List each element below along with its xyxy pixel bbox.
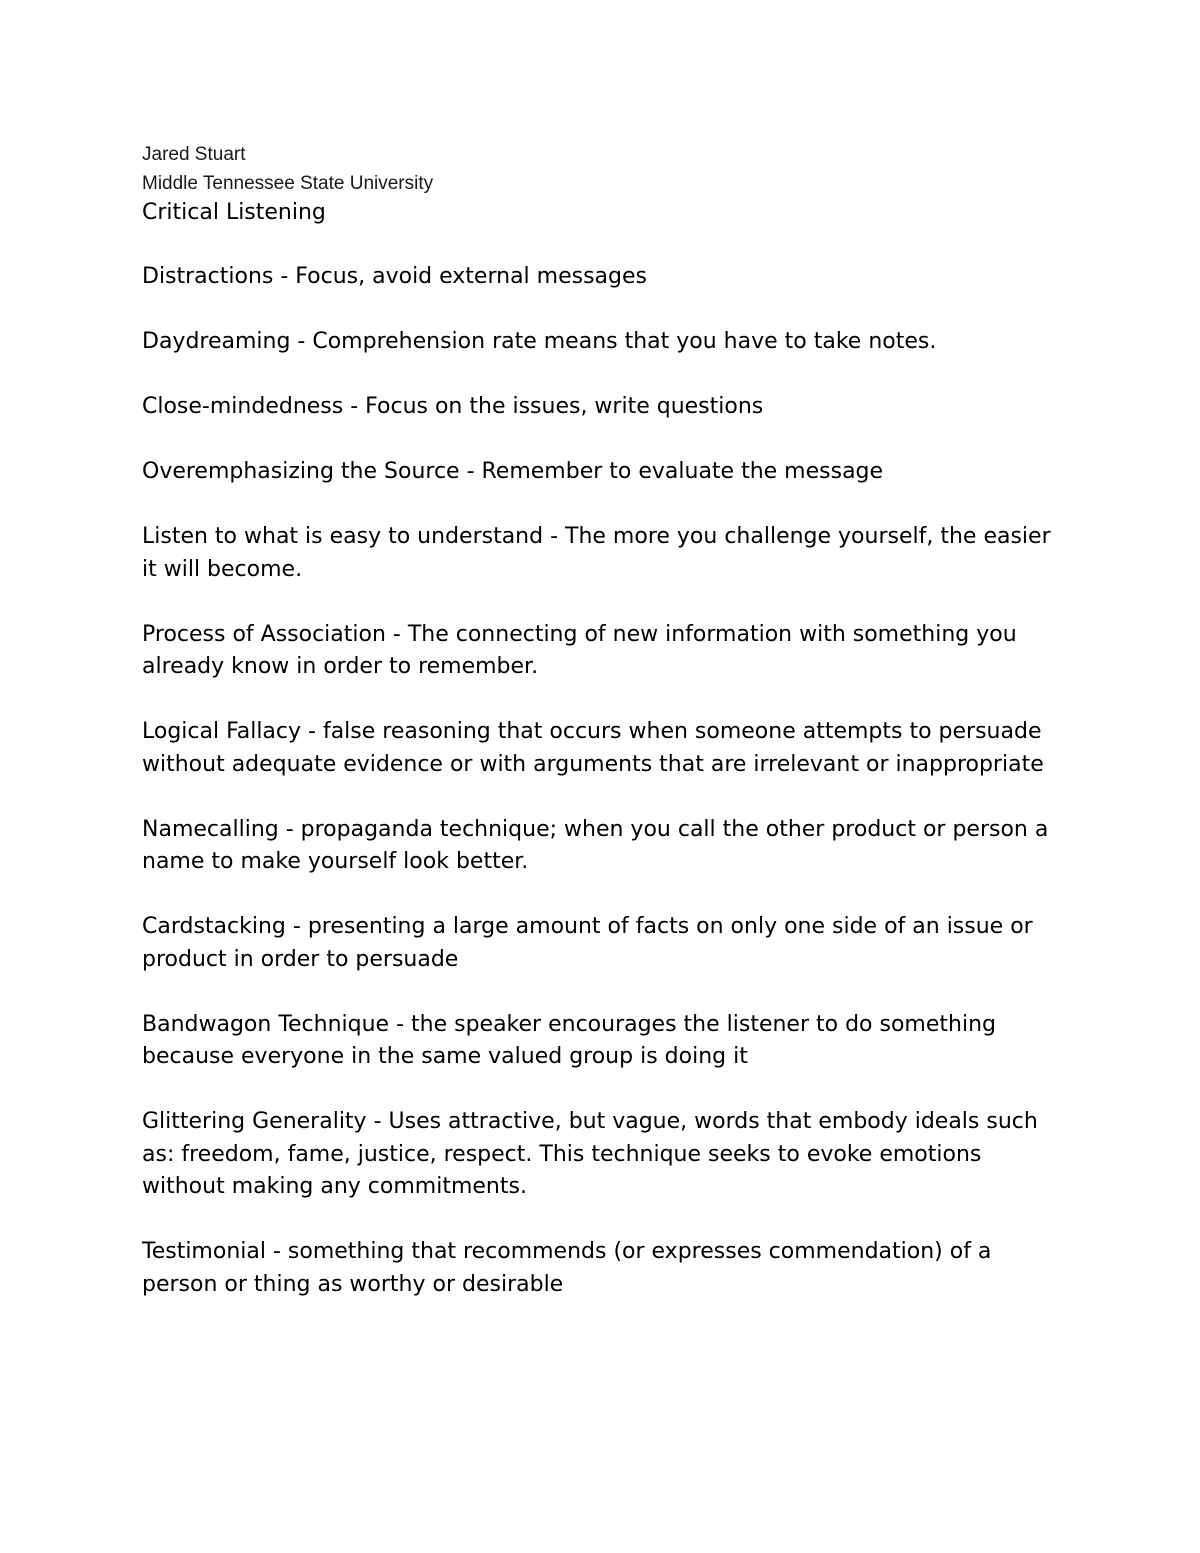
institution-name: Middle Tennessee State University [142, 173, 434, 194]
term-entry-glittering-generality: Glittering Generality - Uses attractive, but vague, words that embody ideals such as: freedom, fame, justice, respect. This technique seeks to evoke emotions without making any commitments. [142, 1109, 1038, 1199]
term-entry-logical-fallacy: Logical Fallacy - false reasoning that occurs when someone attempts to persuade without adequate evidence or with arguments that are irrelevant or inappropriate [142, 719, 1044, 777]
document-title: Critical Listening [142, 200, 326, 225]
term-entry-namecalling: Namecalling - propaganda technique; when you call the other product or person a name to make yourself look better. [142, 816, 1049, 874]
term-entry-bandwagon: Bandwagon Technique - the speaker encourages the listener to do something because everyone in the same valued group is doing it [142, 1011, 996, 1069]
author-name: Jared Stuart [142, 144, 246, 165]
term-entry-overemphasizing-source: Overemphasizing the Source - Remember to evaluate the message [142, 459, 884, 484]
term-entry-process-of-association: Process of Association - The connecting of new information with something you already know in order to remember. [142, 621, 1017, 679]
term-entry-close-mindedness: Close-mindedness - Focus on the issues, write questions [142, 394, 764, 419]
term-entry-cardstacking: Cardstacking - presenting a large amount of facts on only one side of an issue or product in order to persuade [142, 914, 1033, 972]
term-entry-distractions: Distractions - Focus, avoid external messages [142, 264, 647, 289]
term-entry-daydreaming: Daydreaming - Comprehension rate means that you have to take notes. [142, 329, 937, 354]
term-list [142, 261, 1062, 1334]
term-entry-listen-easy: Listen to what is easy to understand - The more you challenge yourself, the easier it will become. [142, 524, 1051, 582]
term-entry-testimonial: Testimonial - something that recommends (or expresses commendation) of a person or thing as worthy or desirable [142, 1239, 992, 1297]
